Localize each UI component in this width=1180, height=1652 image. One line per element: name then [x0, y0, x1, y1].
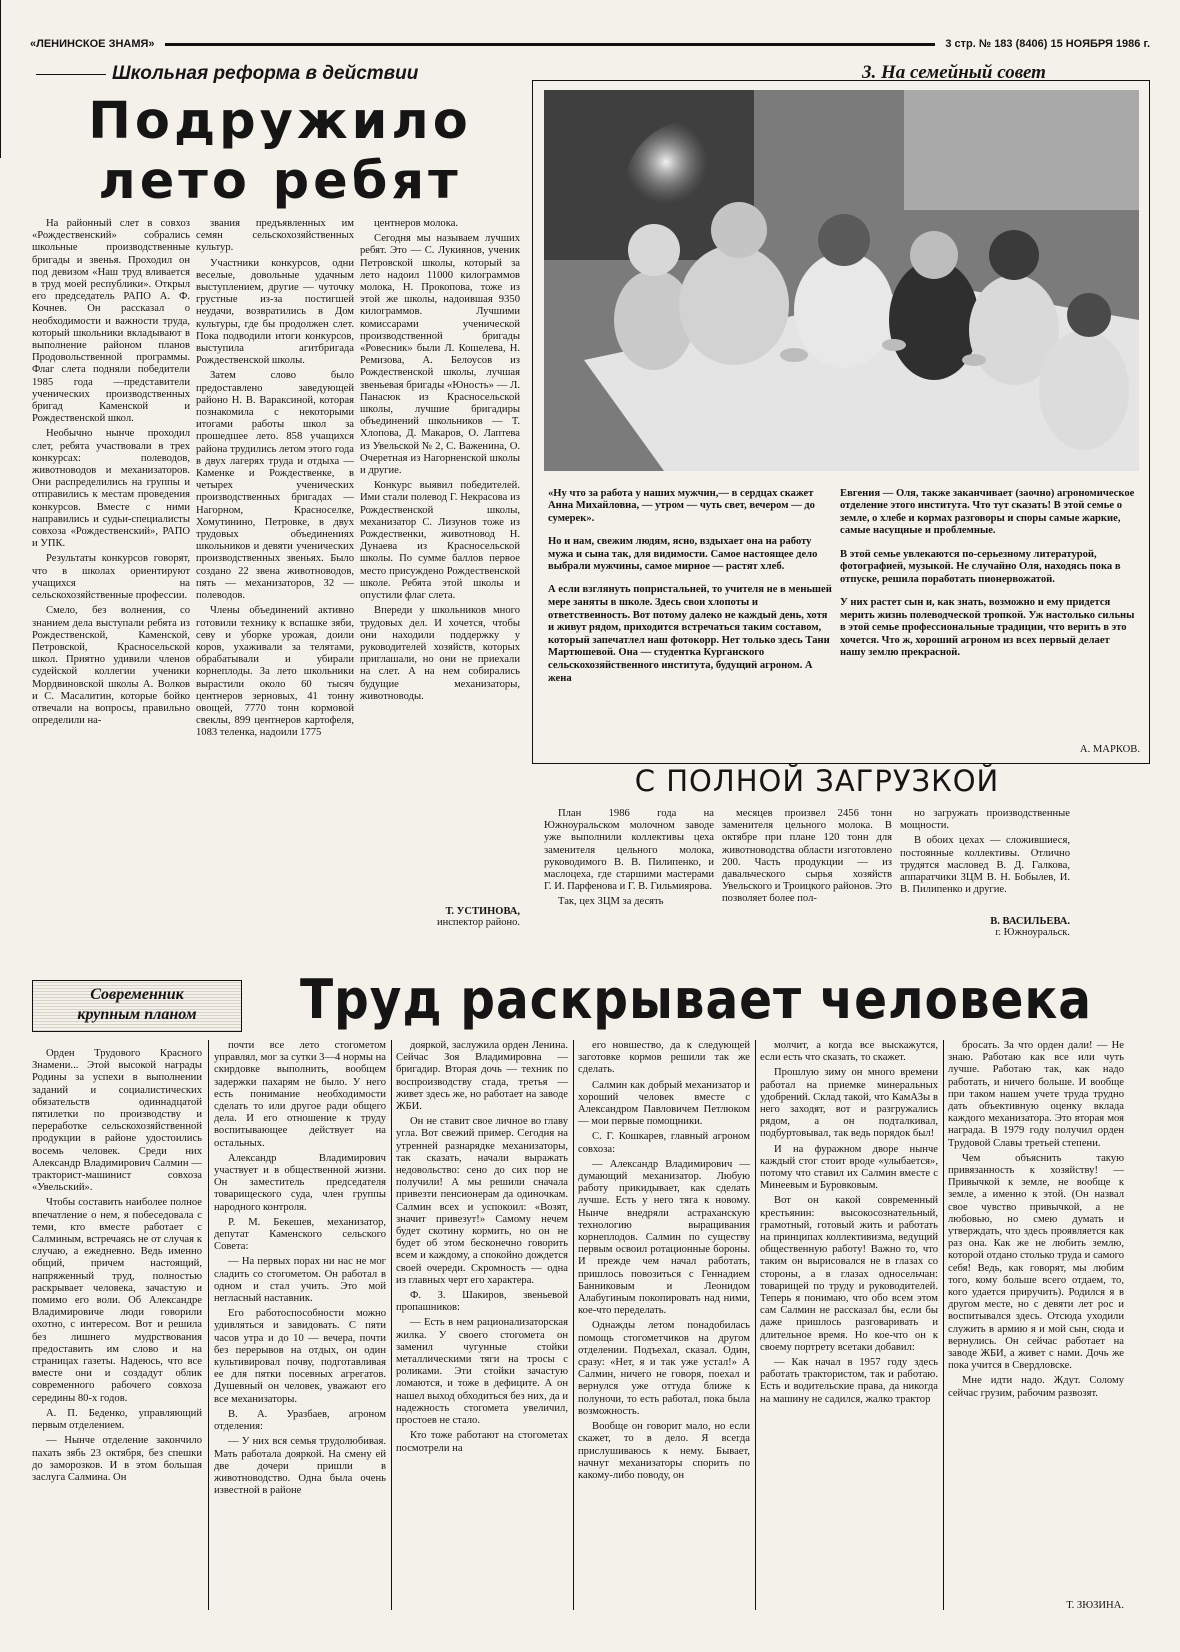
- paragraph: Вообще он говорит мало, но если скажет, то в дело. Я всегда прислушиваюсь к нему. Бывает, начнут механизаторы спорить по какому-либо поводу, он: [578, 1421, 750, 1481]
- family-photo: [544, 90, 1139, 471]
- paragraph: молчит, а когда все выскажутся, если есть что сказать, то скажет.: [760, 1040, 938, 1064]
- paragraph: Члены объединений активно готовили технику к вспашке зяби, севу и уборке урожая, доили коров, ухаживали за телятами, обрабатывали и убирали корнеплоды. За лето школьники вырастили около 60 тысяч центнеров зерновых, 41 тонну овощей, 7770 тонн кормовой свеклы, 899 центнеров картофеля, 1083 теленка, надоили 1775: [196, 605, 354, 739]
- article2-headline: С ПОЛНОЙ ЗАГРУЗКОЙ: [634, 764, 1000, 798]
- paragraph: — У них вся семья трудолюбивая. Мать работала дояркой. На смену ей две дочери пришли в животноводство. Одна была очень известной в районе: [214, 1436, 386, 1497]
- paragraph: Чтобы составить наиболее полное впечатление о нем, я побеседовала с теми, кто вместе работает с Салминым, встречаясь не от случая к случаю, а ежедневно. Ведь именно общий, причем настоящий, напряженный труд, полностью раскрывает человека, зачастую и помимо его воли. Об Александре Владимировиче люди говорили охотно, с интересом. Вот и решила без лишнего мудрствования предоставить им слово и на страницах газеты. Надеюсь, что все вместе они и создадут облик современного рабочего совхоза середины 80-х годов.: [32, 1197, 202, 1404]
- paragraph: Впереди у школьников много трудовых дел. И хочется, чтобы они находили поддержку у руководителей хозяйств, которых приглашали, но они не приехали на слет. А на нем собирались будущие механизаторы, животноводы.: [360, 605, 520, 702]
- article3-column-4: [578, 1040, 750, 1612]
- rubric-text: Школьная реформа в действии: [112, 63, 419, 84]
- paragraph: С. Г. Кошкарев, главный агроном совхоза:: [578, 1131, 750, 1155]
- paragraph: Р. М. Бекешев, механизатор, депутат Каменского сельского Совета:: [214, 1216, 386, 1253]
- photo-caption-right: [840, 477, 1135, 671]
- article3-column-1: [32, 1048, 202, 1613]
- paragraph: Прошлую зиму он много времени работал на приемке минеральных удобрений. Склад такой, что КамАЗы в него заходят, вот и разгружались рядом, а он подталкивал, подбуртовывал, так ведь порядок был!: [760, 1067, 938, 1140]
- newspaper-title: «ЛЕНИНСКОЕ ЗНАМЯ»: [30, 38, 155, 50]
- paragraph: Вот он какой современный крестьянин: высокосознательный, грамотный, готовый жить и работать на принципах коллективизма, ведущий общественную работу! Важно то, что таким он вырисовался не в глазах со стороны, а в глазах односельчан: товарищей по труду и руководителей. Теперь я понимаю, что обо всем этом сам Салмин не рассказал бы, если бы даже пришлось разговаривать и длительное время. Но кое-что он к своему портрету всетаки добавил:: [760, 1195, 938, 1353]
- rubric: [30, 62, 460, 86]
- article3-column-3: [396, 1040, 568, 1612]
- column-divider: [391, 1040, 392, 1610]
- rubric-rule: [36, 74, 106, 75]
- article1-column-1: [32, 218, 190, 918]
- paragraph: — На первых порах ни нас не мог сладить со стогометом. Он работал в одном и стал учить. Это мой негласный наставник.: [214, 1256, 386, 1305]
- article3-headline: Труд раскрывает человека: [300, 968, 1092, 1031]
- article1-signature: [360, 904, 520, 928]
- paragraph: Результаты конкурсов говорят, что в школах ориентируют учащихся на сельскохозяйственные профессии.: [32, 553, 190, 602]
- paragraph: — Есть в нем рационализаторская жилка. У своего стогомета он заменил чугунные стойки металлическими тяги на тросы с роликами. Эти стойки зачастую ломаются, и тоже в дефиците. А он нашел выход обходиться без них, да и надежность стогомета увеличил, простоев не стало.: [396, 1317, 568, 1427]
- photo-image: [544, 90, 1139, 471]
- paragraph: Евгения — Оля, также заканчивает (заочно) агрономическое отделение этого института. Что тут сказать! В этой семье о земле, о хлебе и кормах разговоры и споры самые жаркие, самые насущные и проблемные.: [840, 487, 1135, 537]
- paragraph: В обоих цехах — сложившиеся, постоянные коллективы. Отлично трудятся масловед В. Д. Галкова, аппаратчики ЗЦМ В. Н. Бобылев, И. В. Пилипенко и другие.: [900, 835, 1070, 896]
- paragraph: Смело, без волнения, со знанием дела выступали ребята из Рождественской, Каменской, Петровской, Красносельской школ. Приятно удивили членов судейской коллегии ученики Мордвиновской школы А. Волков и С. Масалитин, которые бойко отвечали на вопросы, правильно определили на-: [32, 605, 190, 727]
- paragraph: «Ну что за работа у наших мужчин,— в сердцах скажет Анна Михайловна, — утром — чуть свет, вечером — до сумерек».: [548, 487, 815, 524]
- kicker-line-2: крупным планом: [77, 1006, 197, 1023]
- article3-column-2: [214, 1040, 386, 1612]
- paragraph: Салмин как добрый механизатор и хороший человек вместе с Александром Павловичем Петлюком — мои первые помощники.: [578, 1079, 750, 1128]
- paragraph: Кто тоже работают на стогометах посмотрели на: [396, 1430, 568, 1454]
- paragraph: — Александр Владимирович — думающий механизатор. Любую работу прикидывает, как сделать лучше. Есть у него тяга к новому. Нынче внедряли астраханскую технологию выращивания корнеплодов. Салмин по существу первым освоил ротационные бороны. И прежде чем начал работать, пришлось повозиться с Геннадием Банниковым и Леонидом Алабугиным покопировать над ними, кое-что переделать.: [578, 1158, 750, 1317]
- paragraph: Александр Владимирович участвует и в общественной жизни. Он заместитель председателя товарищеского суда, член группы народного контроля.: [214, 1152, 386, 1213]
- column-divider: [755, 1040, 756, 1610]
- paragraph: бросать. За что орден дали! — Не знаю. Работаю как все или чуть лучше. Работаю так, как надо работать, и ничего больше. И вообще при таком нашем учете труда трудно дать объективную оценку вклада каждого механизатора. Это вторая моя награда. В 1979 году получил орден Трудовой Славы третьей степени.: [948, 1040, 1124, 1149]
- article2-signature: [900, 914, 1070, 938]
- paragraph: Сегодня мы называем лучших ребят. Это — С. Лукиянов, ученик Петровской школы, который за лето надоил 11000 килограммов молока, Н. Прокопова, тоже из этой же школы, надоившая 9350 килограммов. Лучшими комиссарами ученической производственной бригады «Ровесник» были Л. Кошелева, Н. Ремизова, А. Белоусов из Рождественской школы, лучшая звеньевая бригады «Юность» — Л. Панасюк из Красносельской школы, лучшие бригадиры объединений школьников — Т. Хлопова, Д. Макаров, О. Лаптева из Увельской № 2, С. Важенина, О. Очеретная из Нагорненской школы и другие.: [360, 233, 520, 477]
- paragraph: Так, цех ЗЦМ за десять: [558, 896, 664, 908]
- paragraph: центнеров молока.: [374, 218, 459, 229]
- paragraph: месяцев произвел 2456 тонн заменителя цельного молока. В октябре при плане 120 тонн для животноводства области изготовлено 200. Часть продукции — из давальческого сырья хозяйств Увельского и Троицкого районов. Это позволяет более пол-: [722, 808, 892, 905]
- paragraph: Затем слово было предоставлено заведующей районо Н. В. Вараксиной, которая познакомила с некоторыми итогами работы школ за прошедшее лето. 858 учащихся района трудились летом этого года в двух лагерях труда и отдыха — Каменке и Рождественке, в четырех ученических производственных бригадах — Нагорном, Красноселке, Хомутинино, Петровке, в двух трудовых объединениях школьников и девяти ученических производственных звеньях. Было создано 22 звена животноводов, пять — механизаторов, 32 — полеводов.: [196, 370, 354, 602]
- article2-column-1: [544, 808, 714, 928]
- paragraph: Конкурс выявил победителей. Ими стали полевод Г. Некрасова из Рождественской школы, механизатор С. Лизунов тоже из Рождественки, животновод Н. Дунаева из Красносельской школы. По сумме баллов первое место присуждено Рождественской школе. Ребята этой школы и опустили флаг слета.: [360, 480, 520, 602]
- masthead-rule: [165, 43, 936, 46]
- paragraph: В этой семье увлекаются по-серьезному литературой, фотографией, музыкой. Не случайно Оля, находясь пока в отпуске, решила поработать пионервожатой.: [840, 548, 1121, 585]
- paragraph: — Как начал в 1957 году здесь работать трактористом, так и работаю. Есть и водительские права, да никогда на машину не садился, жалко трактор: [760, 1357, 938, 1405]
- paragraph: Он не ставит свое личное во главу угла. Вот свежий пример. Сегодня на утренней разнарядке механизаторы, так сказать, начали выражать недовольство: сено до сих пор не получили! А мы решили сначала привезти пенсионерам да одиночкам. Салмин всех и успокоил: «Возят, значит привезут!» Самому нечем будет скотину кормить, но он не будет об этом бесконечно говорить всем и каждому, а спокойно дождется своей очереди. Скромность — одна из главных черт его характера.: [396, 1116, 568, 1286]
- paragraph: Но и нам, свежим людям, ясно, вздыхает она на работу мужа и сына так, для видимости. Самое настоящее дело выбрали мужчины, самое мирное — растят хлеб.: [548, 535, 818, 573]
- paragraph: дояркой, заслужила орден Ленина. Сейчас Зоя Владимировна — бригадир. Вторая дочь — техник по воспроизводству стада, третья — живет здесь же, но работает на заводе ЖБИ.: [396, 1040, 568, 1113]
- paragraph: План 1986 года на Южноуральском молочном заводе уже выполнили коллективы цеха заменителя цельного молока, руководимого В. В. Пилипенко, и маслоцеха, где старшими мастерами Г. И. Парфенова и Г. В. Гильмиярова.: [544, 808, 714, 893]
- headline-line-2: лето ребят: [98, 152, 462, 211]
- paragraph: На районный слет в совхоз «Рождественский» собрались школьные производственные бригады и звенья. Проходил он под девизом «Наш труд вливается в труд моей республики». Открыл его председатель РАПО А. Ф. Кочнев. Он рассказал о необходимости и важности труда, который школьники вкладывают в выполнение районом планов Продовольственной программы. Флаг слета подняли победители 1985 года —представители ученических производственных бригад Каменской и Рождественской школ.: [32, 218, 190, 425]
- article3-signature: Т. ЗЮЗИНА.: [1066, 1600, 1124, 1611]
- paragraph: звания предъявленных им семян сельскохозяйственных культур.: [196, 218, 354, 254]
- article3-column-6: [948, 1040, 1124, 1595]
- column-divider: [943, 1040, 944, 1610]
- column-divider: [208, 1040, 209, 1610]
- paragraph: Необычно нынче проходил слет, ребята участвовали в трех конкурсах: полеводов, животноводов и механизаторов. Они распределились на группы и отправились к местам проведения конкурсов. Вместе с ними направились и судьи-специалисты совхоза «Рождественский», РАПО и УПК.: [32, 428, 190, 550]
- paragraph: У них растет сын и, как знать, возможно и ему придется мерить жизнь полеводческой тропкой. Уж настолько сильны в этой семье профессиональные традиции, что верить в это хочется. Что ж, хороший агроном из всех первый делает нашу землю прекрасной.: [840, 596, 1135, 659]
- article1-headline: [30, 92, 530, 212]
- signature-name: Т. УСТИНОВА,: [445, 906, 520, 917]
- paragraph: А. П. Беденко, управляющий первым отделением.: [32, 1407, 202, 1432]
- paragraph: его новшество, да к следующей заготовке кормов решили так же сделать.: [578, 1040, 750, 1076]
- signature-role: инспектор районо.: [437, 917, 520, 928]
- paragraph: почти все лето стогометом управлял, мог за сутки 3—4 нормы на скирдовке выполнить, вообщем задержки пахарям не было. У него есть понимание необходимости сделать то или другое ради общего дела. И его отношение к труду воспитывающее действует на остальных.: [214, 1040, 386, 1149]
- issue-info: 3 стр. № 183 (8406) 15 НОЯБРЯ 1986 г.: [945, 38, 1150, 50]
- paragraph: А если взглянуть попристальней, то учителя не в меньшей мере заняты в школе. Здесь свои хлопоты и ответственность. Вот потому далеко не каждый день, хотя и живут рядом, приходится встречаться таким составом, который запечатлел наш фотокорр. Нет только здесь Тани Мартюшевой. Она — студентка Курганского сельскохозяйственного института, будущий агроном. А жена: [548, 584, 832, 684]
- headline-line-1: Подружило: [88, 92, 472, 151]
- paragraph: Орден Трудового Красного Знамени... Этой высокой награды Родины за успехи в выполнении заданий и социалистических обязательств одиннадцатой пятилетки по производству и переработке сельскохозяйственной продукции в районе удостоились восемь человек. Среди них Александр Владимирович Салмин —тракторист-машинист совхоза «Увельский».: [32, 1048, 202, 1194]
- article3-column-5: [760, 1040, 938, 1612]
- paragraph: Чем объяснить такую привязанность к хозяйству! — Привычкой к земле, не вообще к земле, а именно к этой. (Он назвал свое чувство привычкой, а не любовью, но смею думать и утверждать, что здесь проявляется как раз она. Как же не любить землю, которой отдано столько труда и самого себя! Ведь, как говорят, мы любим того, кому больше всего отдаем, то, кого удается приручить). Родился я в другом месте, но с девяти лет рос и воспитывался здесь. Отсюда уходили служить в армию я и мой сын, сюда и вернулись. Он сейчас работает на заводе ЖБИ, а живет с нами. Дочь же пока учится в Свердловске.: [948, 1152, 1124, 1372]
- article1-column-3: [360, 218, 520, 908]
- signature-place: г. Южноуральск.: [995, 927, 1070, 938]
- paragraph: Однажды летом понадобилась помощь стогометчиков на другом отделении. Подъехал, сказал. Один, сразу: «Нет, я и так уже устал!» А Салмин, ничего не говоря, поехал и вернулся уже оттуда ближе к полуночи, то есть работал, пока была возможность.: [578, 1320, 750, 1417]
- paragraph: но загружать производственные мощности.: [900, 808, 1070, 832]
- paragraph: — Нынче отделение закончило пахать зябь 23 октября, без спешки до заморозков. И в этом большая заслуга Салмина. Он: [32, 1435, 202, 1483]
- series-title: 3. На семейный совет: [862, 62, 1046, 83]
- signature-name: В. ВАСИЛЬЕВА.: [990, 916, 1070, 927]
- masthead: [30, 36, 1150, 52]
- paragraph: Ф. З. Шакиров, звеньевой пропашников:: [396, 1290, 568, 1314]
- photo-caption-left: [548, 477, 833, 696]
- paragraph: Участники конкурсов, одни веселые, довольные удачным выступлением, другие — чуточку грустные из-за постигшей неудачи, возвратились в Дом культуры, где бы продолжен слет. Пока подводили итоги конкурсов, выступила агитбригада Рождественской школы.: [196, 257, 354, 367]
- article2-rule: [0, 0, 2, 158]
- column-divider: [573, 1040, 574, 1610]
- article3-kicker: [32, 980, 242, 1032]
- paragraph: И на фуражном дворе нынче каждый стог стоит вроде «улыбается», потому что ставил их Салмин вместе с Минеевым и Буровковым.: [760, 1143, 938, 1192]
- photo-signature: А. МАРКОВ.: [1079, 744, 1140, 755]
- paragraph: В. А. Уразбаев, агроном отделения:: [214, 1408, 386, 1433]
- article2-column-2: [722, 808, 892, 958]
- paragraph: Его работоспособности можно удивляться и завидовать. С пяти часов утра и до 10 — вечера, почти без перерывов на отдых, он один культивировал почву, подготавливая ее для пятки посевных агрегатов. Душевный он человек, уважают его все механизаторы.: [214, 1308, 386, 1405]
- paragraph: Мне идти надо. Ждут. Солому сейчас грузим, рабочим развозят.: [948, 1375, 1124, 1399]
- article1-column-2: [196, 218, 354, 918]
- kicker-line-1: Современник: [90, 986, 184, 1003]
